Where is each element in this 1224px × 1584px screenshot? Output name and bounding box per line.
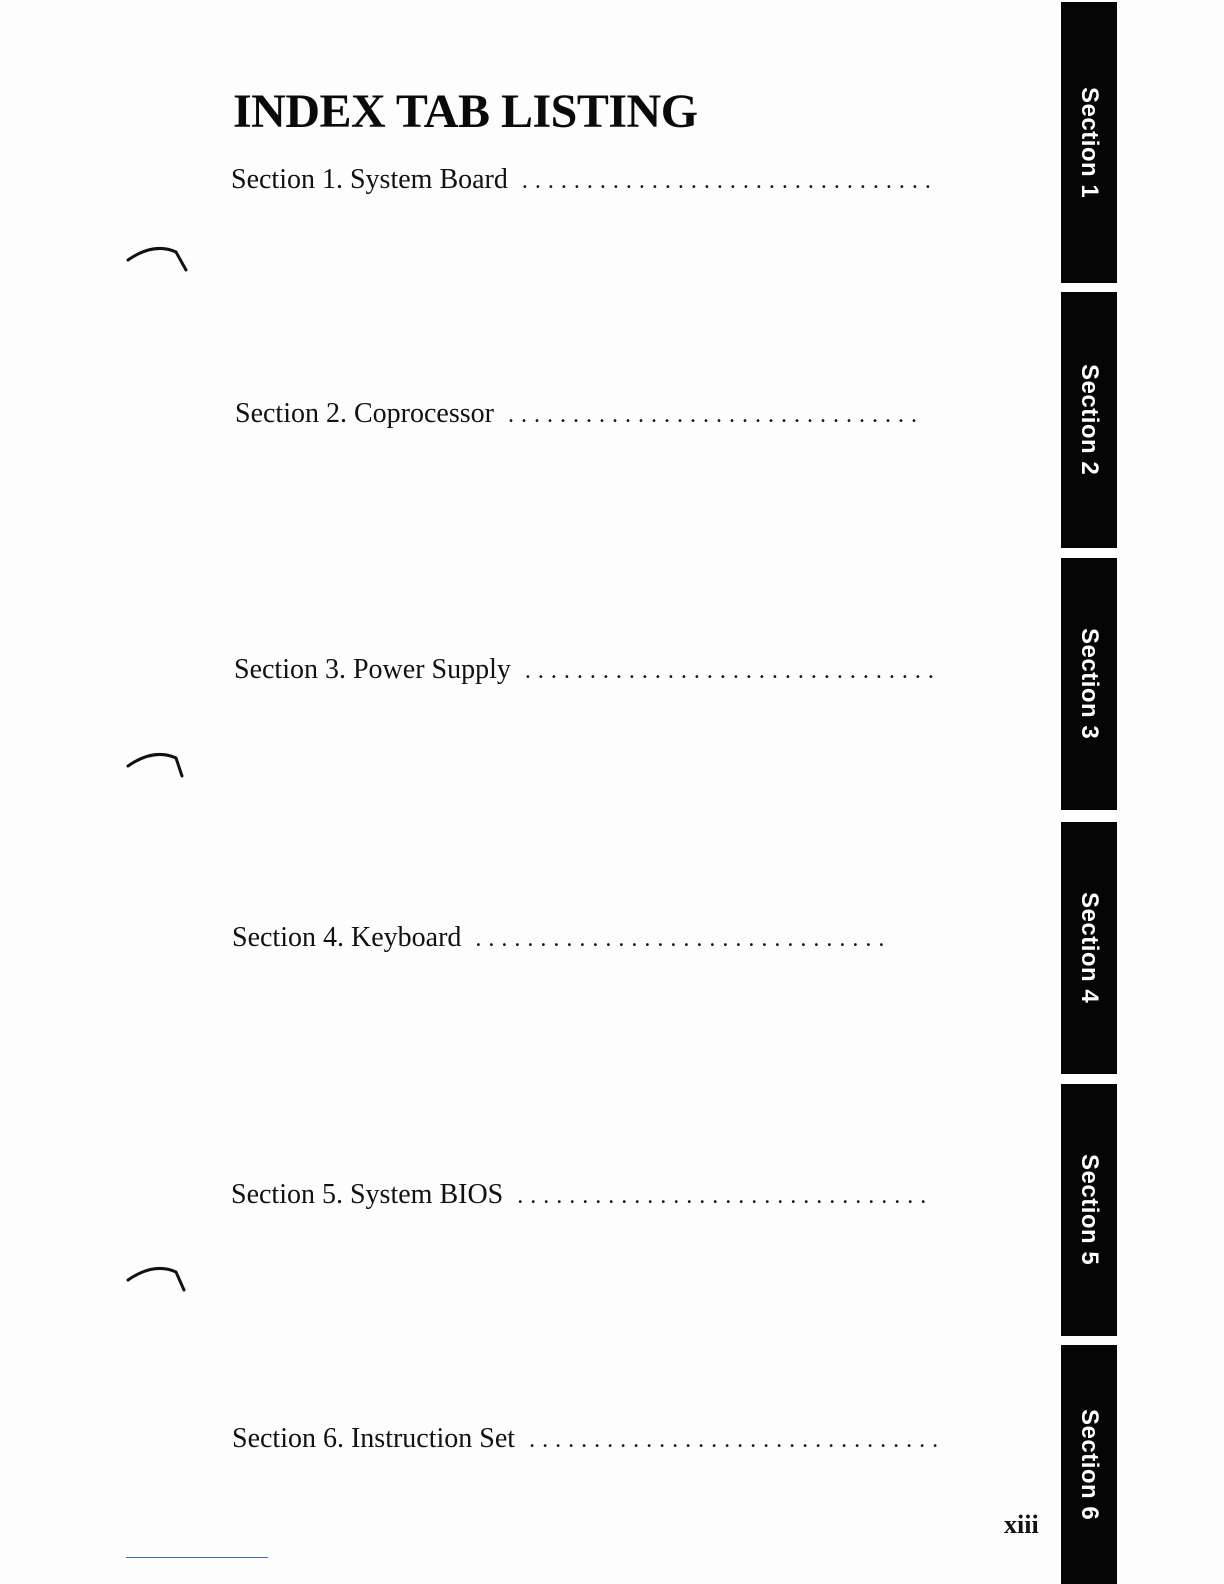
- punch-hole-mark-middle: [126, 748, 188, 778]
- index-entry-section-1: [231, 164, 1036, 204]
- index-tab-section-3[interactable]: [1061, 558, 1117, 810]
- index-entry-section-6: [232, 1423, 1036, 1463]
- index-tab-label: Section 6: [1076, 1408, 1103, 1521]
- index-tab-label: Section 1: [1076, 86, 1103, 199]
- index-tab-label: Section 2: [1076, 364, 1103, 476]
- index-tab-section-5[interactable]: [1061, 1084, 1117, 1336]
- index-tab-section-1[interactable]: [1061, 2, 1117, 283]
- index-entry-section-3: [234, 654, 1036, 694]
- dot-leader: ................................: [524, 658, 941, 684]
- punch-hole-mark-top: [126, 242, 188, 272]
- index-tab-label: Section 3: [1076, 628, 1103, 740]
- index-tab-section-4[interactable]: [1061, 822, 1117, 1074]
- index-entry-section-4: [232, 922, 1036, 962]
- dot-leader: ................................: [529, 1427, 946, 1453]
- index-entry-label: Section 1. System Board: [231, 164, 508, 195]
- index-entry-label: Section 2. Coprocessor: [235, 398, 494, 429]
- index-entry-label: Section 3. Power Supply: [234, 654, 511, 685]
- dot-leader: ................................: [475, 926, 892, 952]
- index-entry-label: Section 5. System BIOS: [231, 1179, 504, 1210]
- punch-hole-mark-bottom: [126, 1262, 188, 1292]
- index-entry-section-5: [231, 1179, 1036, 1219]
- index-tab-label: Section 5: [1076, 1154, 1103, 1266]
- index-entry-label: Section 4. Keyboard: [232, 922, 462, 953]
- dot-leader: ................................: [507, 402, 924, 428]
- index-entry-section-2: [235, 398, 1036, 438]
- page-title: INDEX TAB LISTING: [233, 85, 698, 138]
- index-entry-label: Section 6. Instruction Set: [232, 1423, 516, 1454]
- index-tab-label: Section 4: [1076, 892, 1103, 1004]
- footer-rule: [126, 1557, 268, 1558]
- index-tab-section-6[interactable]: [1061, 1345, 1117, 1584]
- dot-leader: ................................: [517, 1183, 934, 1209]
- page-number: xiii: [1004, 1510, 1039, 1539]
- dot-leader: ................................: [521, 168, 938, 194]
- index-tab-section-2[interactable]: [1061, 292, 1117, 548]
